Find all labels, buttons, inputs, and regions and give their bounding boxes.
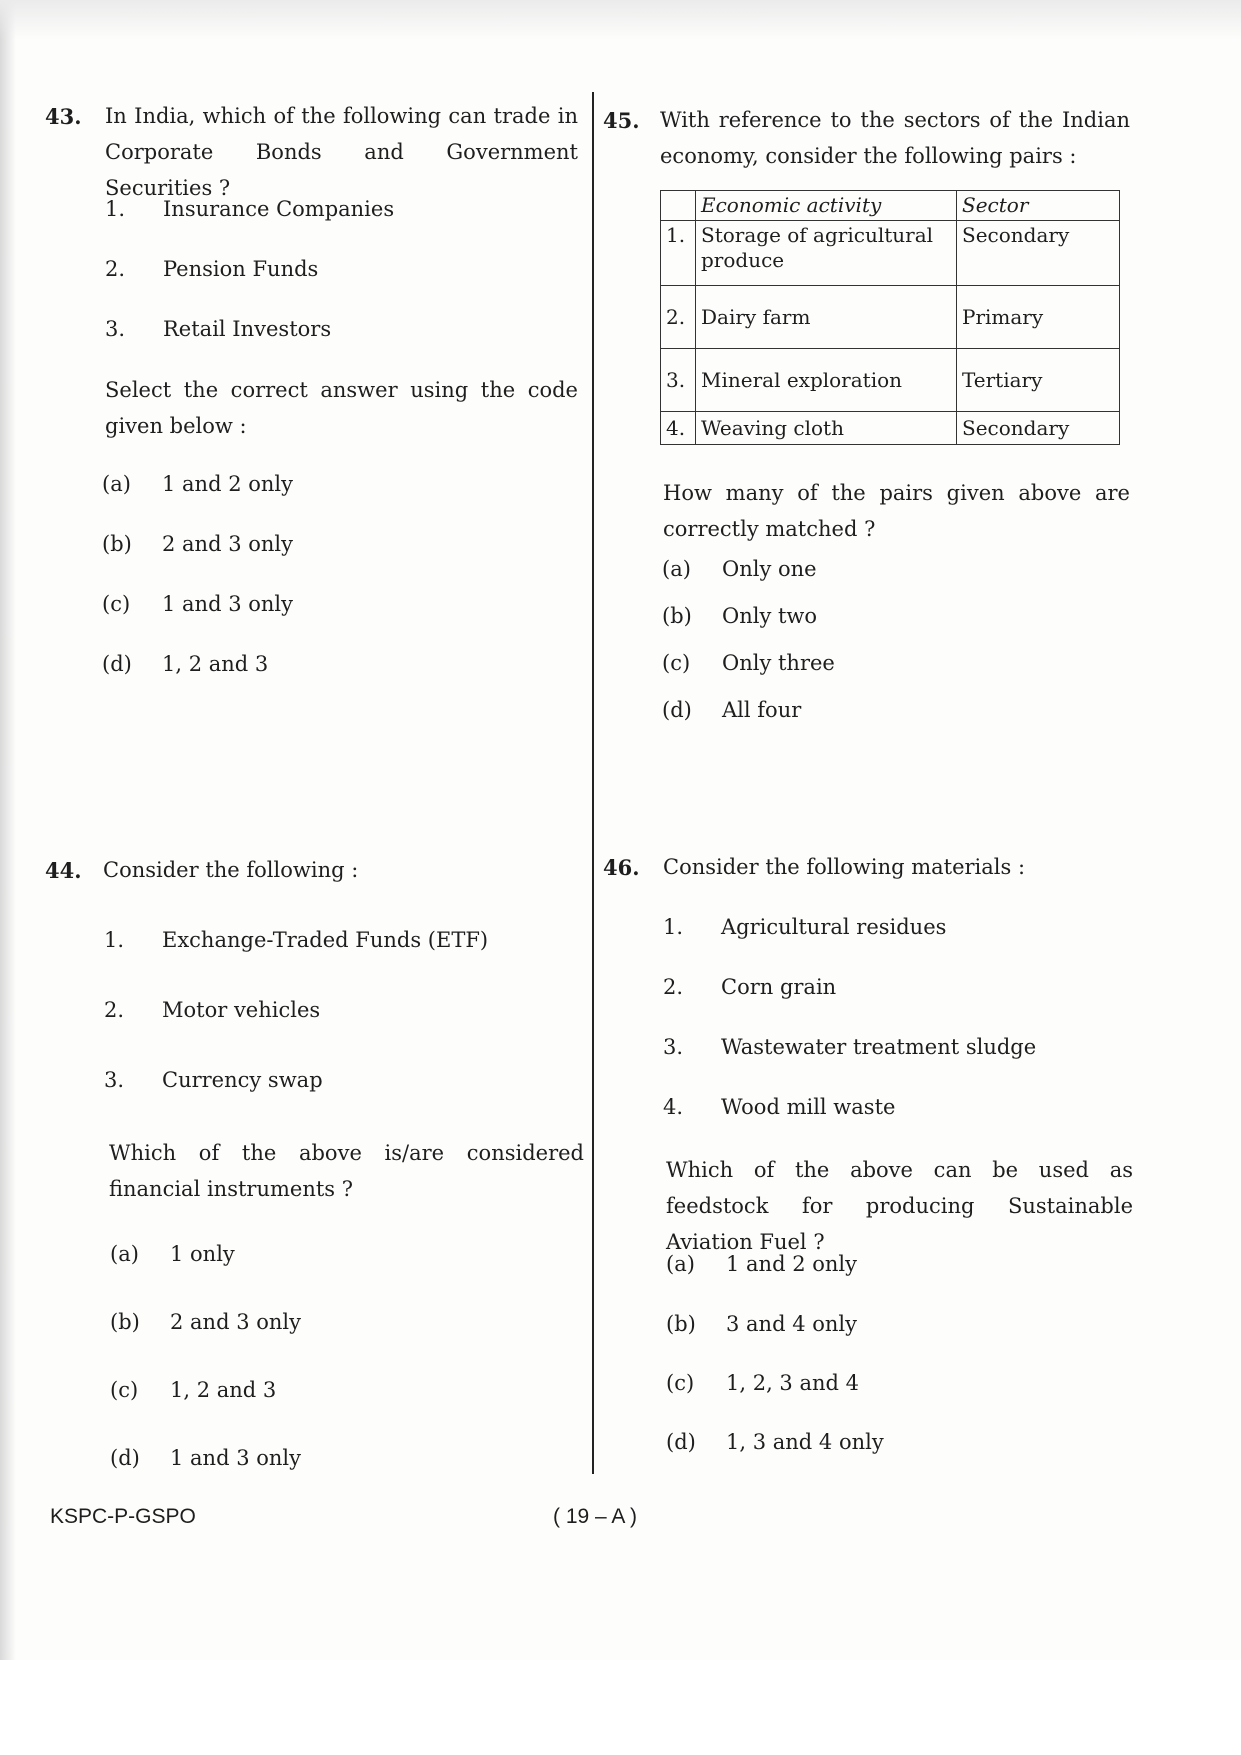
item-text: Insurance Companies — [163, 197, 395, 221]
option-letter: (d) — [102, 652, 132, 676]
pairs-table — [660, 190, 1120, 445]
paper-code: KSPC-P-GSPO — [50, 1505, 196, 1528]
option-text: Only two — [722, 604, 818, 628]
option-text: 1, 3 and 4 only — [726, 1430, 884, 1454]
column-divider — [592, 92, 594, 1474]
option-text: 1 and 3 only — [162, 592, 293, 616]
table-header: Sector — [957, 191, 1120, 221]
question-instruction: Which of the above can be used as feedstock for producing Sustainable Aviation Fuel ? — [666, 1158, 1133, 1254]
option-text: 1 only — [170, 1242, 235, 1266]
question-text: With reference to the sectors of the Indian economy, consider the following pairs : — [660, 108, 1130, 168]
option-letter: (d) — [110, 1446, 140, 1470]
table-cell: Primary — [957, 286, 1120, 349]
item-text: Wood mill waste — [721, 1095, 896, 1119]
item-text: Wastewater treatment sludge — [721, 1035, 1037, 1059]
option-text: 2 and 3 only — [170, 1310, 301, 1334]
item-number: 4. — [663, 1095, 684, 1119]
option-letter: (c) — [102, 592, 131, 616]
option-letter: (b) — [666, 1312, 696, 1336]
option-letter: (a) — [102, 472, 131, 496]
table-cell: Dairy farm — [696, 286, 957, 349]
question-number: 46. — [603, 855, 640, 880]
option-text: 1, 2 and 3 — [162, 652, 269, 676]
option-text: 1, 2, 3 and 4 — [726, 1371, 859, 1395]
option-letter: (a) — [666, 1252, 695, 1276]
item-number: 2. — [104, 998, 125, 1022]
scan-shadow-top — [0, 0, 1241, 40]
option-letter: (b) — [110, 1310, 140, 1334]
option-letter: (d) — [662, 698, 692, 722]
table-header-row — [661, 191, 1120, 221]
item-number: 1. — [663, 915, 684, 939]
page-bottom-margin — [0, 1660, 1241, 1755]
item-text: Pension Funds — [163, 257, 319, 281]
question-instruction: How many of the pairs given above are correctly matched ? — [663, 481, 1130, 541]
table-row — [661, 221, 1120, 286]
question-number: 43. — [45, 104, 82, 129]
table-header: Economic activity — [696, 191, 957, 221]
option-text: 1 and 2 only — [726, 1252, 857, 1276]
table-header — [661, 191, 696, 221]
option-text: All four — [722, 698, 802, 722]
option-text: 2 and 3 only — [162, 532, 293, 556]
option-text: 3 and 4 only — [726, 1312, 857, 1336]
question-text: Consider the following materials : — [663, 855, 1026, 879]
table-row — [661, 412, 1120, 445]
item-number: 2. — [105, 257, 126, 281]
table-cell: Mineral exploration — [696, 349, 957, 412]
option-letter: (a) — [110, 1242, 139, 1266]
item-number: 3. — [663, 1035, 684, 1059]
page-number: ( 19 – A ) — [553, 1505, 638, 1528]
item-text: Retail Investors — [163, 317, 332, 341]
question-text: Consider the following : — [103, 858, 359, 882]
option-letter: (c) — [666, 1371, 695, 1395]
item-text: Exchange-Traded Funds (ETF) — [162, 928, 489, 952]
option-text: Only three — [722, 651, 835, 675]
option-text: Only one — [722, 557, 817, 581]
table-cell: Weaving cloth — [696, 412, 957, 445]
table-cell: 3. — [661, 349, 696, 412]
question-text: In India, which of the following can trade in Corporate Bonds and Government Securities ? — [105, 104, 578, 200]
item-number: 1. — [105, 197, 126, 221]
table-cell: Tertiary — [957, 349, 1120, 412]
item-number: 2. — [663, 975, 684, 999]
table-row — [661, 349, 1120, 412]
item-text: Agricultural residues — [721, 915, 947, 939]
item-number: 1. — [104, 928, 125, 952]
table-cell: 2. — [661, 286, 696, 349]
option-letter: (c) — [110, 1378, 139, 1402]
option-text: 1 and 2 only — [162, 472, 293, 496]
scan-shadow-left — [0, 0, 16, 1755]
question-number: 45. — [603, 108, 640, 133]
table-row — [661, 286, 1120, 349]
table-cell: Storage of agricultural produce — [696, 221, 957, 286]
item-text: Currency swap — [162, 1068, 323, 1092]
item-number: 3. — [104, 1068, 125, 1092]
table-cell: Secondary — [957, 412, 1120, 445]
option-letter: (a) — [662, 557, 691, 581]
item-text: Corn grain — [721, 975, 837, 999]
table-cell: Secondary — [957, 221, 1120, 286]
item-number: 3. — [105, 317, 126, 341]
table-cell: 1. — [661, 221, 696, 286]
option-text: 1 and 3 only — [170, 1446, 301, 1470]
question-instruction: Select the correct answer using the code given below : — [105, 378, 578, 438]
item-text: Motor vehicles — [162, 998, 321, 1022]
question-number: 44. — [45, 858, 82, 883]
table-cell: 4. — [661, 412, 696, 445]
option-text: 1, 2 and 3 — [170, 1378, 277, 1402]
option-letter: (b) — [662, 604, 692, 628]
question-instruction: Which of the above is/are considered financial instruments ? — [109, 1141, 584, 1201]
option-letter: (c) — [662, 651, 691, 675]
option-letter: (d) — [666, 1430, 696, 1454]
option-letter: (b) — [102, 532, 132, 556]
